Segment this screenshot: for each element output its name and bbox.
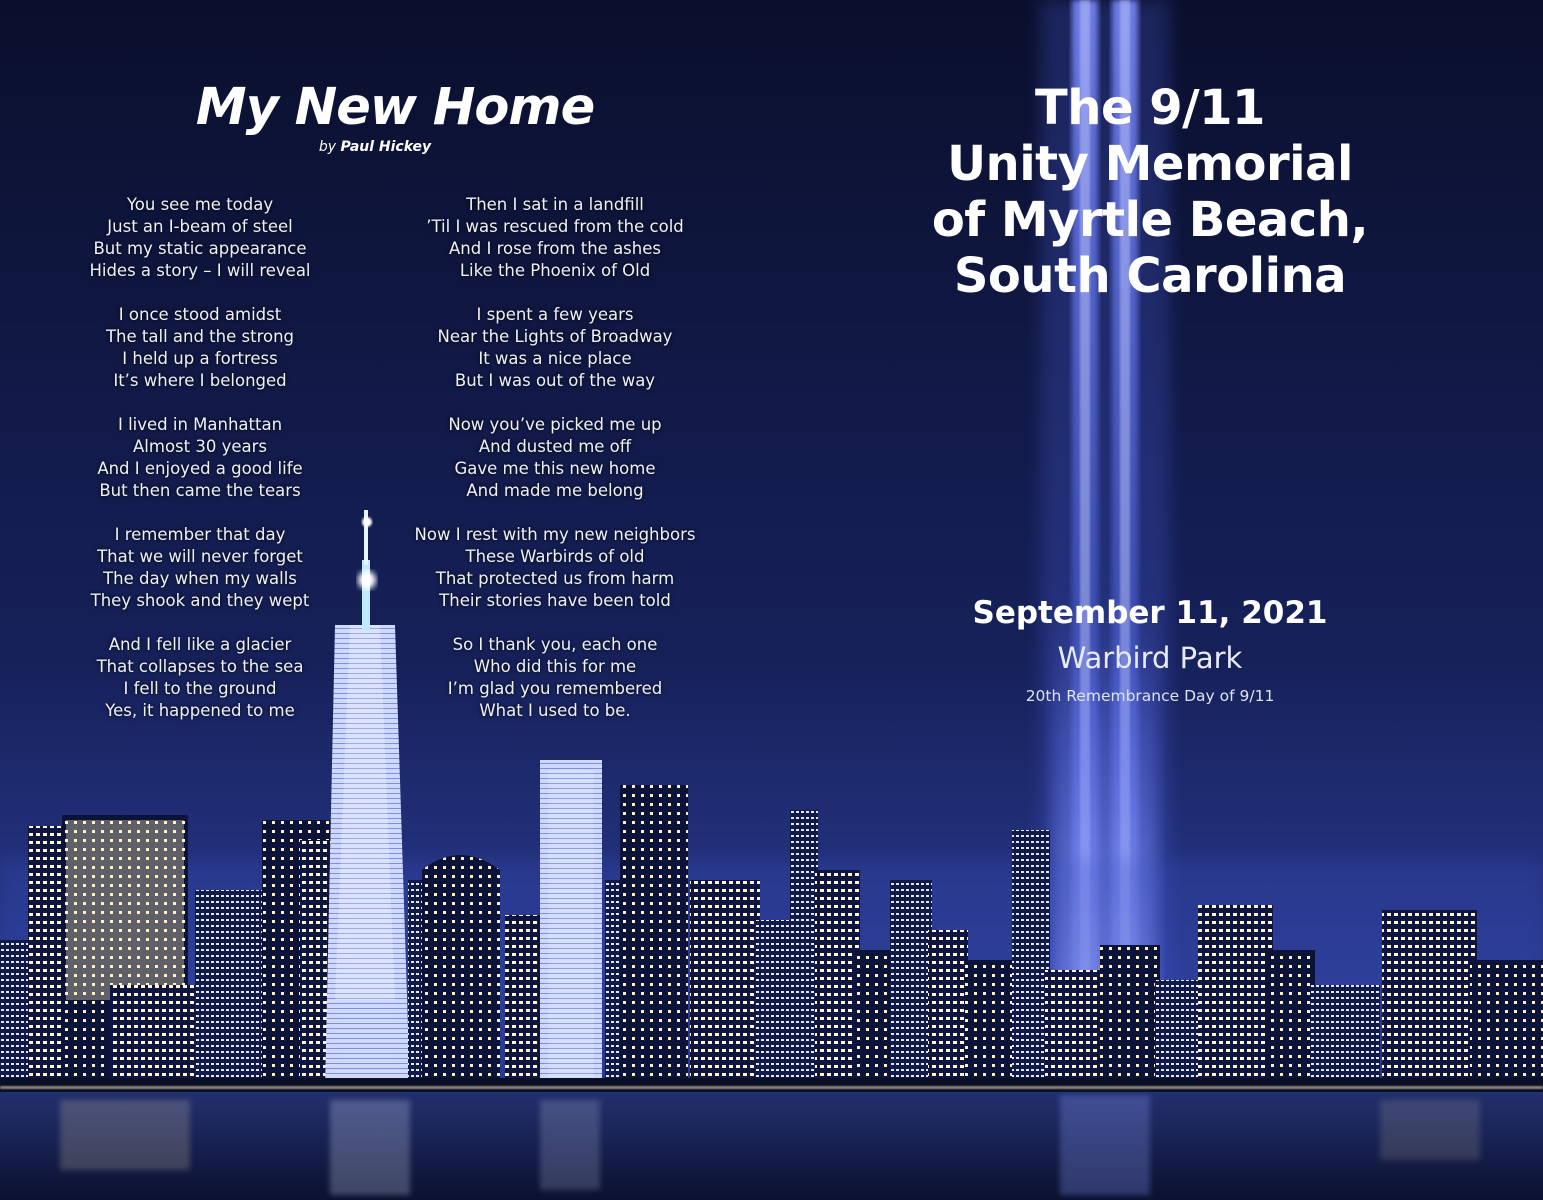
memorial-title-line: Unity Memorial [947,136,1353,192]
poem-line: Hides a story – I will reveal [89,261,311,280]
poem-line: That protected us from harm [435,569,675,588]
poem-line: But my static appearance [93,239,307,258]
poem-line: And I fell like a glacier [108,635,292,654]
poem-line: Then I sat in a landfill [466,195,644,214]
poem-line: I once stood amidst [118,305,282,324]
poem-line: Their stories have been told [439,591,671,610]
poem-line: That collapses to the sea [96,657,304,676]
poem-line: Gave me this new home [454,459,656,478]
stanza-8 [390,414,720,502]
poem-line: Now you’ve picked me up [448,415,662,434]
event-venue: Warbird Park [1057,641,1243,675]
poem-line: It was a nice place [478,349,632,368]
poem-line: And dusted me off [478,437,632,456]
poem-line: Near the Lights of Broadway [437,327,673,346]
stanza-2 [35,304,365,392]
memorial-title [900,80,1400,304]
event-date: September 11, 2021 [972,595,1328,631]
poem-line: What I used to be. [479,701,631,720]
poem-line: I’m glad you remembered [447,679,663,698]
poem-line: Yes, it happened to me [105,701,295,720]
poem-line: It’s where I belonged [113,371,287,390]
stanza-5 [35,634,365,722]
poem-column-left [35,194,365,744]
poem-line: That we will never forget [97,547,303,566]
poem-line: But then came the tears [99,481,301,500]
poem-line: And I enjoyed a good life [97,459,303,478]
poem-line: So I thank you, each one [452,635,658,654]
poem-line: Who did this for me [473,657,637,676]
poem-line: These Warbirds of old [465,547,645,566]
poem-line: Now I rest with my new neighbors [414,525,696,544]
event-occasion: 20th Remembrance Day of 9/11 [1025,687,1275,705]
poem-line: I remember that day [114,525,286,544]
stanza-9 [390,524,720,612]
poem-line: They shook and they wept [90,591,310,610]
byline-prefix: by [318,139,336,155]
poem-line: And I rose from the ashes [449,239,661,258]
poem-line: Just an I-beam of steel [107,217,293,236]
poem-line: Almost 30 years [133,437,267,456]
poem-title: My New Home [195,78,595,137]
stanza-1 [35,194,365,282]
stanza-3 [35,414,365,502]
poem-line: The day when my walls [103,569,297,588]
poem-line: I fell to the ground [123,679,277,698]
poem-author: Paul Hickey [340,139,432,155]
memorial-title-line: The 9/11 [1035,80,1265,136]
memorial-title-line: South Carolina [953,248,1347,304]
poem-line: But I was out of the way [454,371,656,390]
poem-line: And made me belong [466,481,644,500]
stanza-6 [390,194,720,282]
poem-column-right [390,194,720,744]
stanza-4 [35,524,365,612]
stanza-10 [390,634,720,722]
poem-line: The tall and the strong [105,327,295,346]
poem-line: I held up a fortress [122,349,278,368]
stanza-7 [390,304,720,392]
poem-line: Like the Phoenix of Old [459,261,651,280]
poem-line: I spent a few years [476,305,634,324]
poem-byline [0,138,750,156]
poem-line: ’Til I was rescued from the cold [426,217,684,236]
poem-line: You see me today [126,195,274,214]
poem-line: I lived in Manhattan [117,415,283,434]
memorial-title-line: of Myrtle Beach, [931,192,1369,248]
